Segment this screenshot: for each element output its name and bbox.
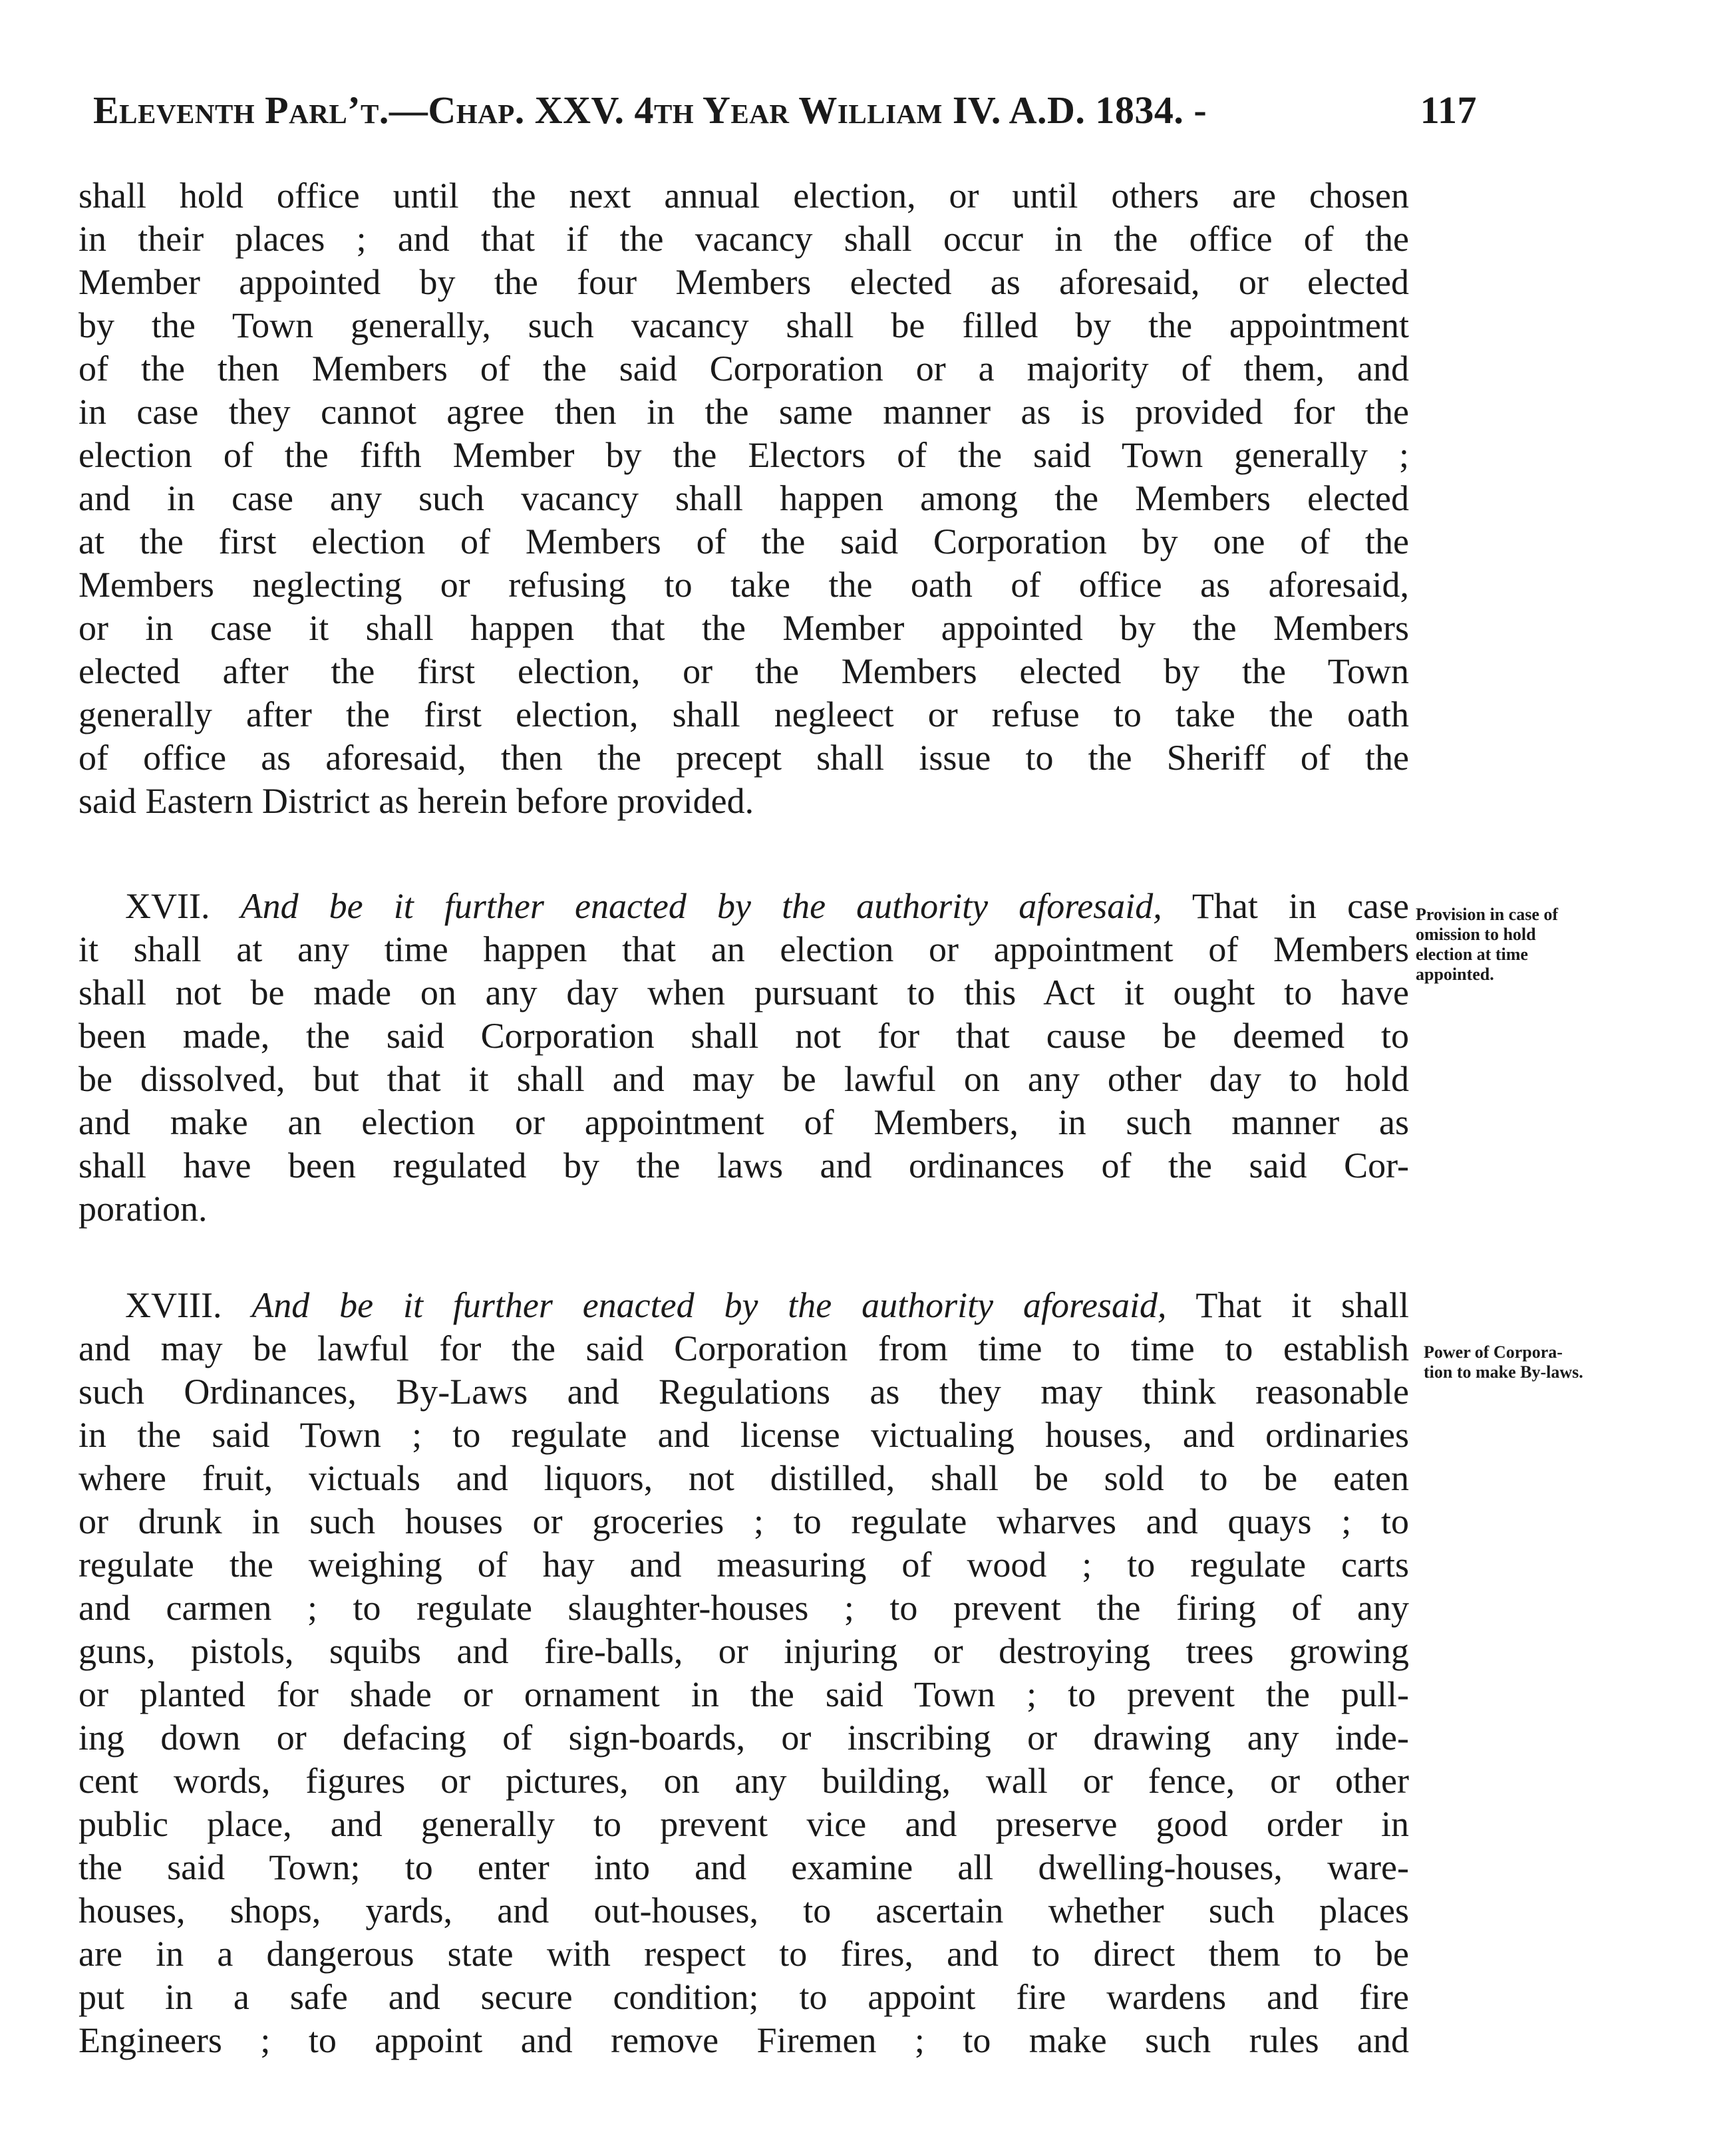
text-line: or drunk in such houses or groceries ; to regulate wharves and quays ; to xyxy=(79,1501,1409,1541)
margin-note-line: appointed. xyxy=(1416,965,1494,984)
margin-note-xvii xyxy=(1416,905,1695,985)
text-line: at the first election of Members of the said Corporation by one of the xyxy=(79,522,1409,561)
text-line: Members neglecting or refusing to take the oath of office as aforesaid, xyxy=(79,565,1409,605)
text-line: or in case it shall happen that the Member appointed by the Members xyxy=(79,608,1409,648)
section-xvii xyxy=(79,885,1409,1231)
text-line: Engineers ; to appoint and remove Firemen ; to make such rules and xyxy=(79,2020,1409,2060)
text-line: and make an election or appointment of Members, in such manner as xyxy=(79,1102,1409,1142)
text-line: and in case any such vacancy shall happen among the Members elected xyxy=(79,478,1409,518)
margin-note-line: election at time xyxy=(1416,945,1528,964)
text-line: public place, and generally to prevent vice and preserve good order in xyxy=(79,1804,1409,1844)
text-line: shall hold office until the next annual election, or until others are chosen xyxy=(79,176,1409,216)
margin-note-line: tion to make By-laws. xyxy=(1424,1362,1583,1382)
section-first-line-text: That in case xyxy=(1191,886,1409,926)
text-line: of office as aforesaid, then the precept shall issue to the Sheriff of the xyxy=(79,738,1409,778)
section-first-line-text: That it shall xyxy=(1195,1285,1409,1325)
text-line: and carmen ; to regulate slaughter-houses ; to prevent the firing of any xyxy=(79,1588,1409,1628)
text-line: elected after the first election, or the Members elected by the Town xyxy=(79,651,1409,691)
running-head xyxy=(93,88,1477,148)
text-line: regulate the weighing of hay and measuring of wood ; to regulate carts xyxy=(79,1545,1409,1585)
text-line: are in a dangerous state with respect to fires, and to direct them to be xyxy=(79,1934,1409,1974)
section-number: XVII. xyxy=(125,886,210,926)
text-line: ing down or defacing of sign-boards, or inscribing or drawing any inde- xyxy=(79,1718,1409,1758)
text-line: election of the fifth Member by the Electors of the said Town generally ; xyxy=(79,435,1409,475)
page-number: 117 xyxy=(1420,88,1477,132)
text-line: of the then Members of the said Corporation or a majority of them, and xyxy=(79,349,1409,388)
text-line: guns, pistols, squibs and fire-balls, or injuring or destroying trees growing xyxy=(79,1631,1409,1671)
text-line: been made, the said Corporation shall not for that cause be deemed to xyxy=(79,1016,1409,1056)
text-line: cent words, figures or pictures, on any building, wall or fence, or other xyxy=(79,1761,1409,1801)
margin-note-xviii xyxy=(1424,1342,1703,1382)
text-line: shall not be made on any day when pursuant to this Act it ought to have xyxy=(79,973,1409,1012)
text-line: by the Town generally, such vacancy shall be filled by the appointment xyxy=(79,305,1409,345)
text-line: houses, shops, yards, and out-houses, to ascertain whether such places xyxy=(79,1891,1409,1930)
text-line: put in a safe and secure condition; to appoint fire wardens and fire xyxy=(79,1977,1409,2017)
text-line: it shall at any time happen that an election or appointment of Members xyxy=(79,929,1409,969)
enacting-clause: And be it further enacted by the authority aforesaid, xyxy=(240,886,1162,926)
section-xviii xyxy=(79,1284,1409,2062)
section-first-line xyxy=(79,885,1409,928)
text-line: generally after the first election, shall negleect or refuse to take the oath xyxy=(79,694,1409,734)
text-line: said Eastern District as herein before provided. xyxy=(79,781,754,821)
text-line: where fruit, victuals and liquors, not distilled, shall be sold to be eaten xyxy=(79,1458,1409,1498)
text-line: such Ordinances, By-Laws and Regulations as they may think reasonable xyxy=(79,1372,1409,1412)
text-line: be dissolved, but that it shall and may be lawful on any other day to hold xyxy=(79,1059,1409,1099)
enacting-clause: And be it further enacted by the authority aforesaid, xyxy=(251,1285,1167,1325)
margin-note-line: omission to hold xyxy=(1416,925,1536,944)
text-line: in the said Town ; to regulate and license victualing houses, and ordinaries xyxy=(79,1415,1409,1455)
margin-note-line: Provision in case of xyxy=(1416,905,1559,924)
text-line: or planted for shade or ornament in the said Town ; to prevent the pull- xyxy=(79,1674,1409,1714)
section-number: XVIII. xyxy=(125,1285,222,1325)
section-first-line xyxy=(79,1284,1409,1327)
text-line: and may be lawful for the said Corporation from time to time to establish xyxy=(79,1328,1409,1368)
text-line: poration. xyxy=(79,1189,208,1229)
paragraph-continuation xyxy=(79,174,1409,823)
text-line: in case they cannot agree then in the same manner as is provided for the xyxy=(79,392,1409,432)
running-title: Eleventh Parl’t.—Chap. XXV. 4th Year William IV. A.D. 1834. - xyxy=(93,88,1207,132)
margin-note-line: Power of Corpora- xyxy=(1424,1342,1563,1362)
text-line: the said Town; to enter into and examine all dwelling-houses, ware- xyxy=(79,1847,1409,1887)
text-line: in their places ; and that if the vacancy shall occur in the office of the xyxy=(79,219,1409,259)
text-line: shall have been regulated by the laws and ordinances of the said Cor- xyxy=(79,1146,1409,1185)
text-line: Member appointed by the four Members elected as aforesaid, or elected xyxy=(79,262,1409,302)
